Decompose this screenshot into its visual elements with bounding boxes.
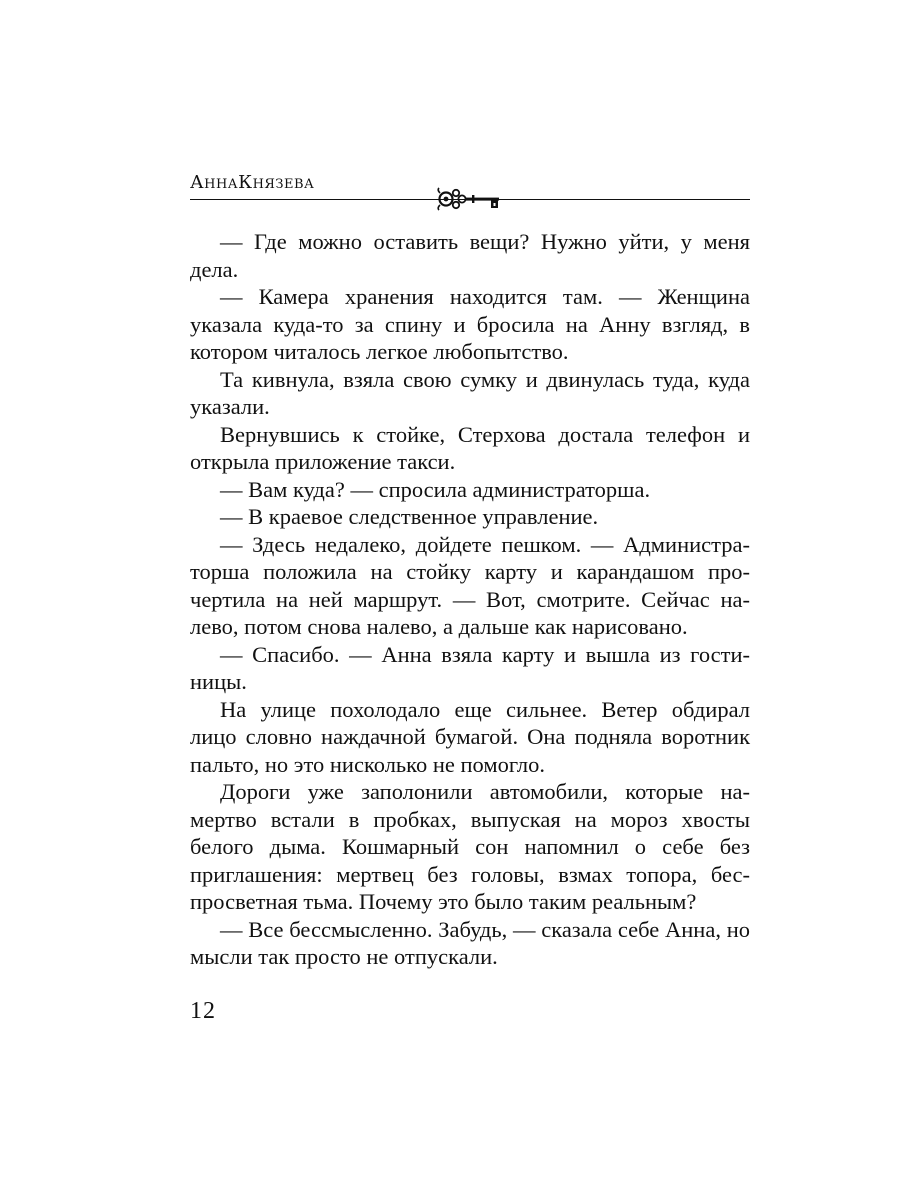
paragraph: Та кивнула, взяла свою сумку и двинулась туда, куда указали. (190, 366, 750, 419)
paragraph: Вернувшись к стойке, Стерхова достала телефон и открыла приложение такси. (190, 421, 750, 474)
paragraph: — Спасибо. — Анна взяла карту и вышла из гостиницы. (190, 641, 750, 694)
paragraph: — В краевое следственное управление. (220, 504, 599, 529)
paragraph: — Вам куда? — спросила администраторша. (220, 476, 651, 502)
body-text (190, 228, 750, 971)
paragraph: — Здесь недалеко, дойдете пешком. — Администраторша положила на стойку карту и карандашом прочертила на ней маршрут. — Вот, смотрите. Сейчас налево, потом снова налево, а дальше как нарисовано. (190, 531, 750, 639)
paragraph: — Все бессмысленно. Забудь, — сказала себе Анна, но мысли так просто не отпускали. (190, 916, 750, 969)
paragraph: — Где можно оставить вещи? Нужно уйти, у меня дела. (190, 229, 750, 282)
key-icon (436, 187, 510, 211)
paragraph: На улице похолодало еще сильнее. Ветер обдирал лицо словно наждачной бумагой. Она подняла воротник пальто, но это нисколько не помогло. (190, 696, 750, 777)
paragraph: — Камера хранения находится там. — Женщина указала куда-то за спину и бросила на Анну взгляд, в котором читалось легкое любопытство. (190, 284, 750, 364)
page-number: 12 (190, 998, 216, 1024)
author-name: АннаКнязева (190, 172, 315, 193)
running-head (190, 170, 750, 210)
paragraph: Дороги уже заполонили автомобили, которые намертво встали в пробках, выпуская на мороз хвосты белого дыма. Кошмарный сон напомнил о себе без приглашения: мертвец без головы, взмах топора, беспросветная тьма. Почему это было таким реальным? (190, 779, 750, 914)
